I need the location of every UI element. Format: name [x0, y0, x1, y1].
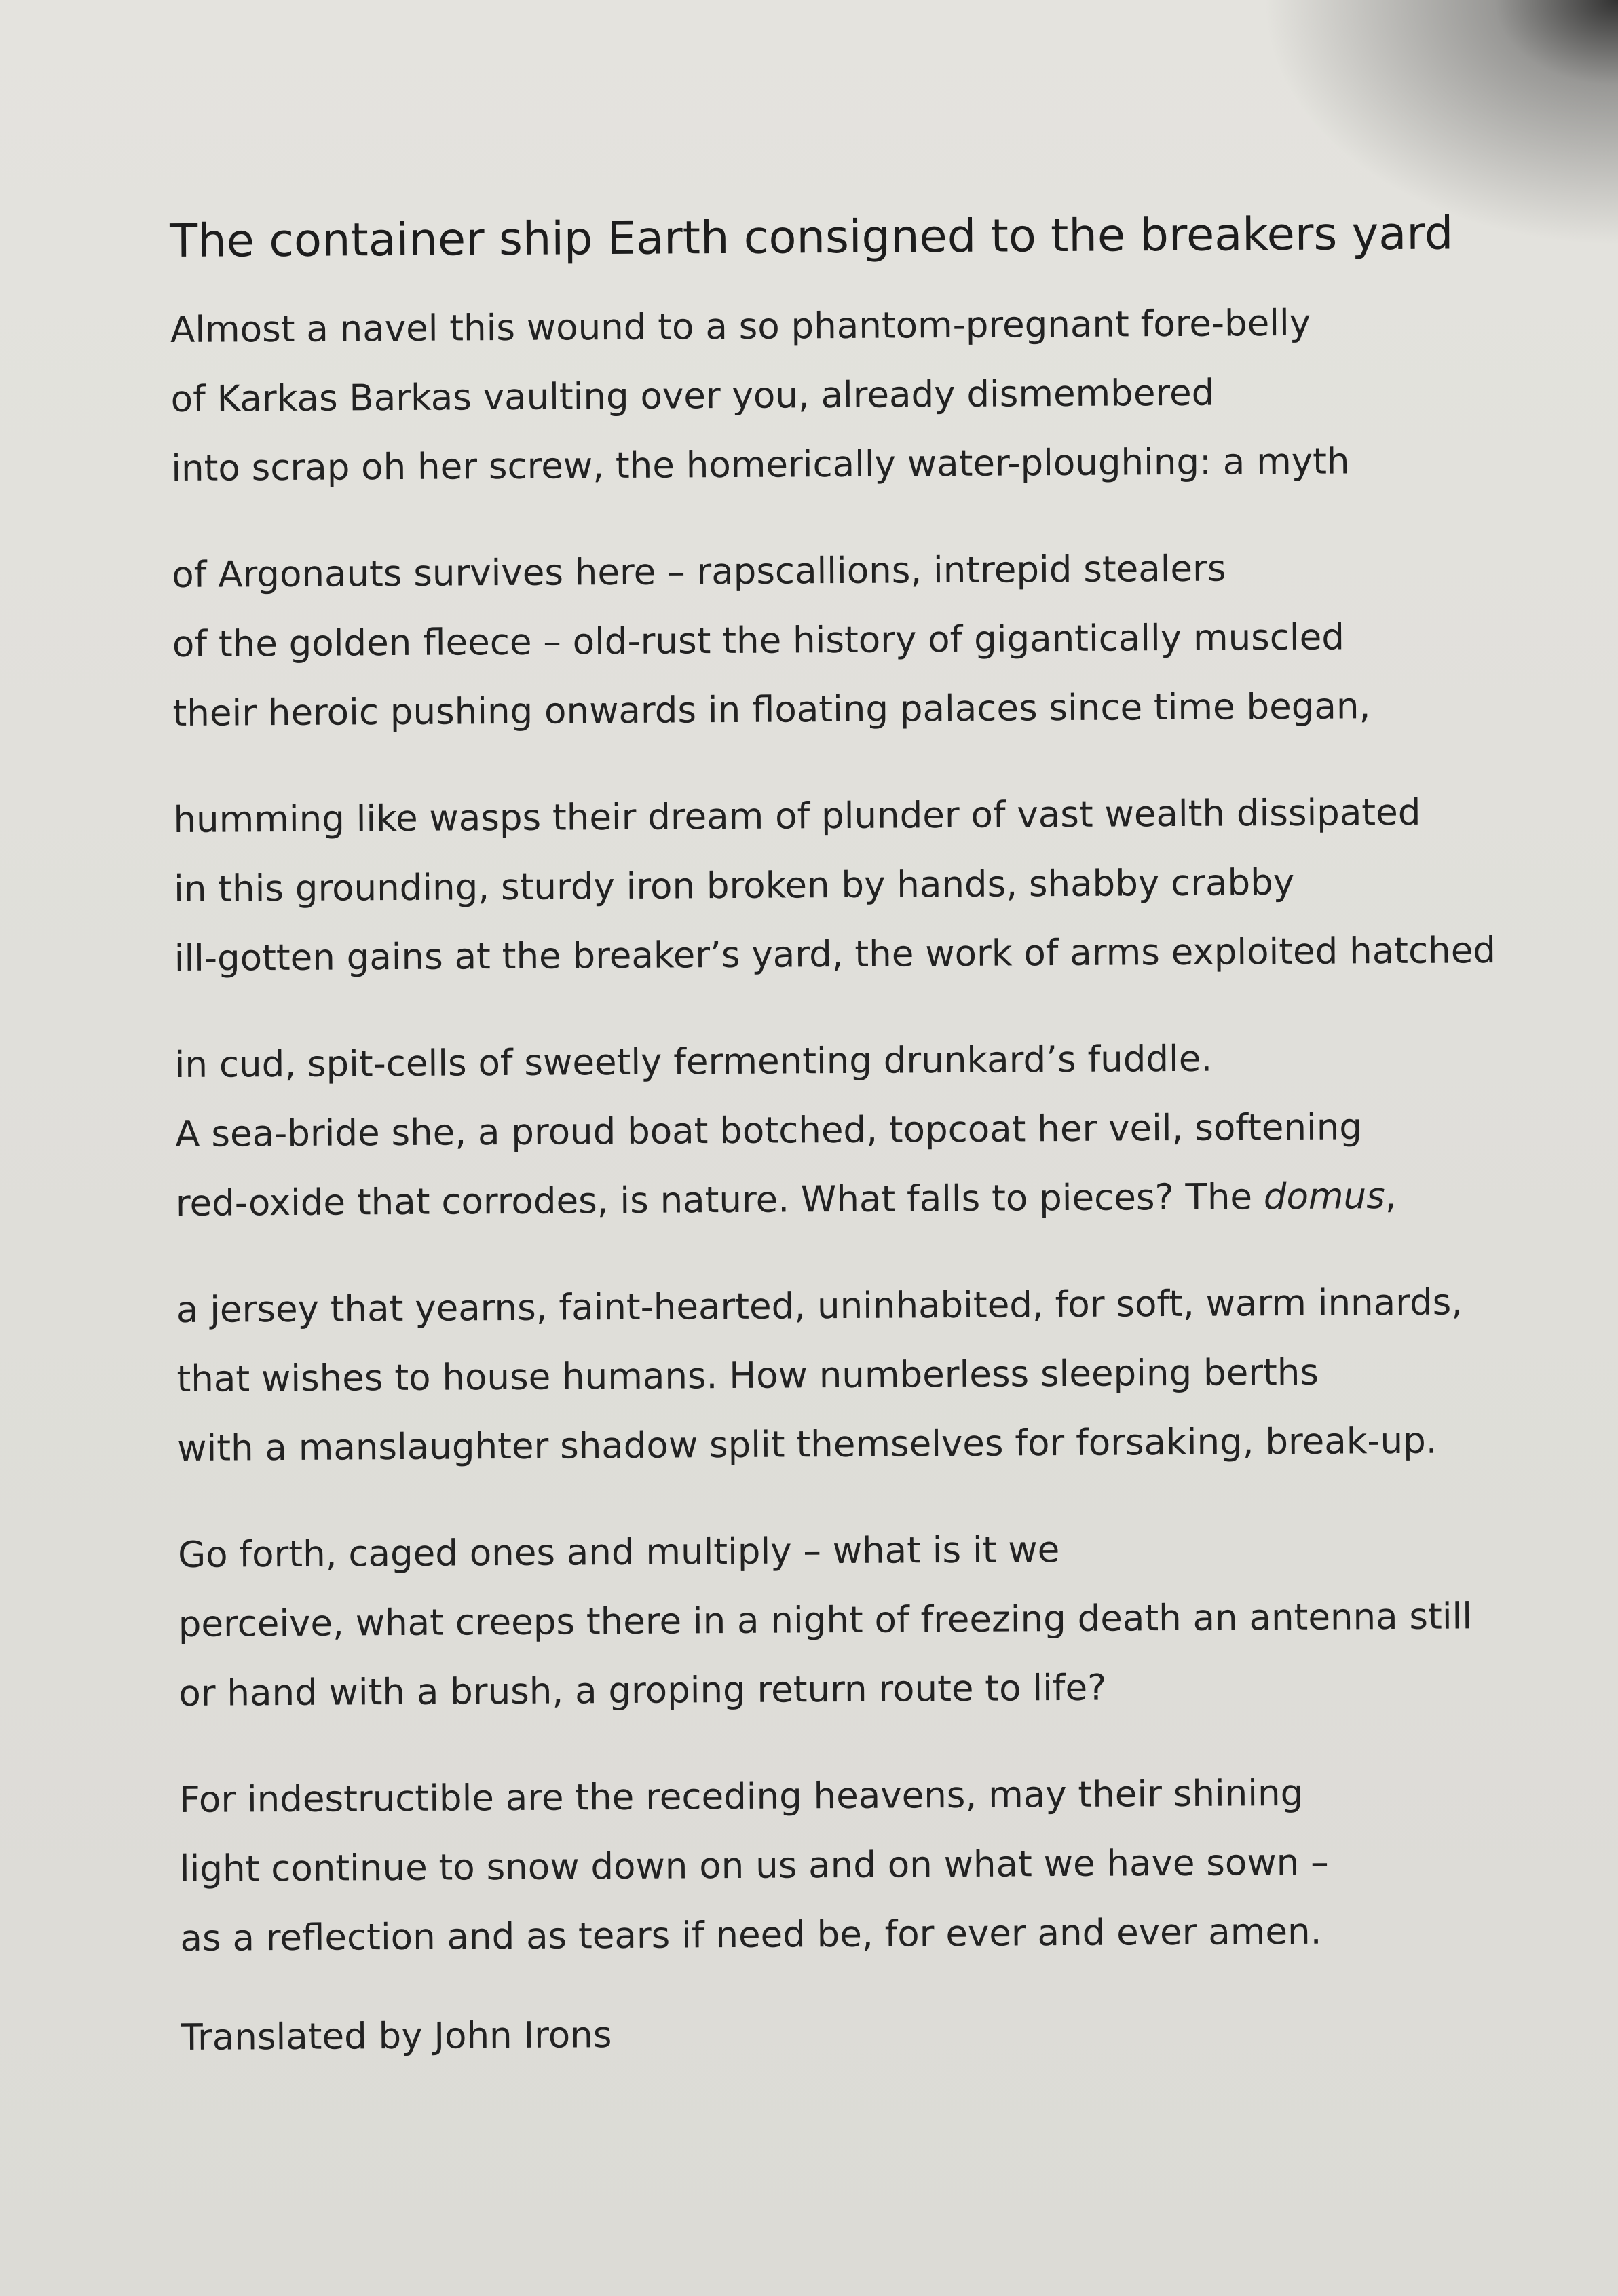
stanza-4	[174, 1023, 1499, 1239]
poem-line: of Karkas Barkas vaulting over you, already dismembered	[170, 372, 1215, 420]
line-text: ,	[1385, 1175, 1397, 1218]
poem-line: A sea-bride she, a proud boat botched, topcoat her veil, softening	[175, 1106, 1363, 1155]
poem-sheet	[170, 202, 1505, 2065]
poem-line: as a reflection and as tears if need be, for ever and ever amen.	[180, 1911, 1322, 1959]
stanza-5	[176, 1268, 1501, 1484]
stanza-2	[172, 533, 1497, 749]
stanza-6	[178, 1513, 1503, 1729]
stanza-1	[170, 288, 1495, 504]
poem-line: light continue to snow down on us and on what we have sown –	[179, 1841, 1329, 1890]
translator-credit: Translated by John Irons	[181, 2014, 612, 2058]
poem-line: their heroic pushing onwards in floating palaces since time began,	[172, 685, 1371, 734]
line-text: red-oxide that corrodes, is nature. What falls to pieces? The	[175, 1176, 1264, 1224]
poem-line: Go forth, caged ones and multiply – what is it we	[177, 1529, 1060, 1576]
poem-line: in cud, spit-cells of sweetly fermenting drunkard’s fuddle.	[174, 1038, 1213, 1086]
poem-line: perceive, what creeps there in a night of freezing death an antenna still	[178, 1596, 1473, 1645]
poem-line: that wishes to house humans. How numberless sleeping berths	[176, 1351, 1319, 1400]
stanza-7	[179, 1758, 1504, 1974]
poem-line: with a manslaughter shadow split themselves for forsaking, break-up.	[176, 1420, 1437, 1469]
poem-line: For indestructible are the receding heavens, may their shining	[179, 1772, 1304, 1821]
poem-line: or hand with a brush, a groping return route to life?	[178, 1667, 1107, 1714]
stanza-3	[173, 778, 1498, 994]
poem-line: a jersey that yearns, faint-hearted, uninhabited, for soft, warm innards,	[176, 1281, 1463, 1331]
poem-line: humming like wasps their dream of plunder of vast wealth dissipated	[173, 791, 1421, 841]
poem-line: ill-gotten gains at the breaker’s yard, the work of arms exploited hatched	[174, 930, 1497, 979]
poem-title: The container ship Earth consigned to the breakers yard	[170, 206, 1454, 267]
poem-line: Almost a navel this wound to a so phantom-pregnant fore-belly	[170, 302, 1311, 351]
poem-line: into scrap oh her screw, the homerically water-ploughing: a myth	[171, 440, 1350, 489]
italic-word: domus	[1263, 1175, 1385, 1218]
poem-line: in this grounding, sturdy iron broken by hands, shabby crabby	[173, 861, 1295, 910]
poem-line: of the golden fleece – old-rust the history of gigantically muscled	[172, 616, 1345, 665]
poem-line-with-italic	[176, 1161, 1500, 1239]
poem-line: of Argonauts survives here – rapscallions, intrepid stealers	[172, 548, 1226, 596]
